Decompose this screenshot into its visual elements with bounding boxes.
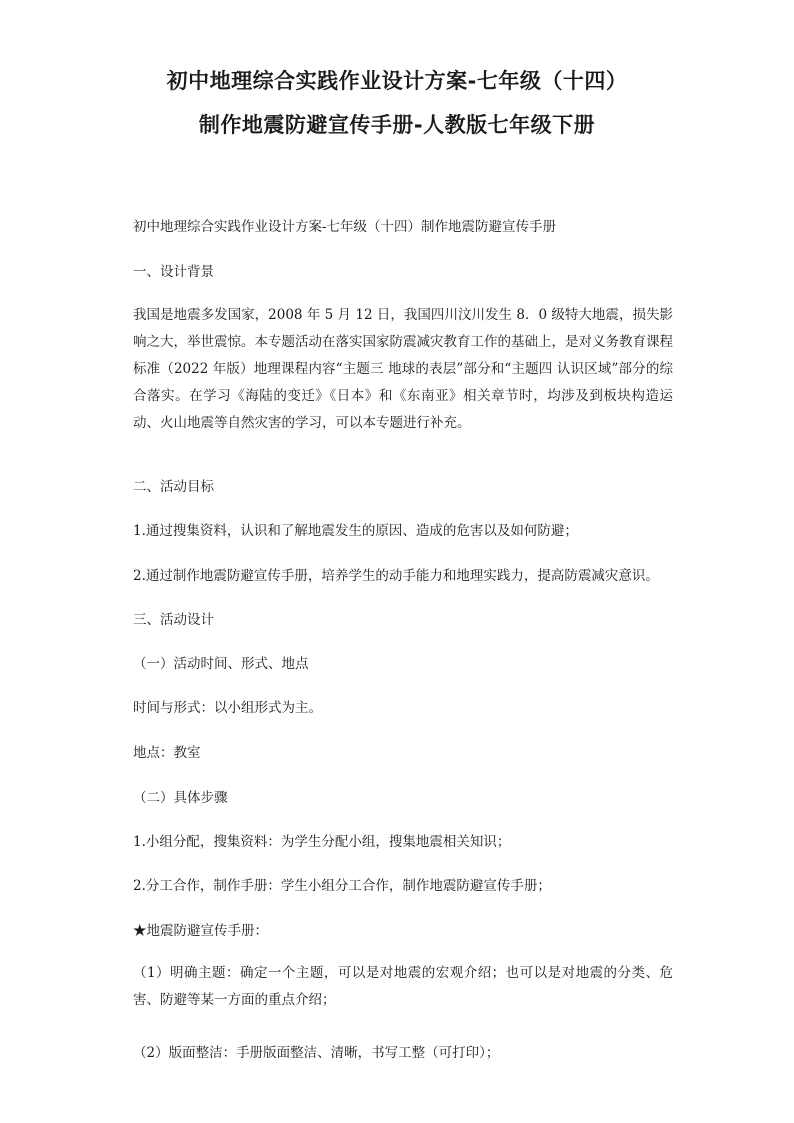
time-and-form-text: 时间与形式：以小组形式为主。 (133, 700, 322, 716)
section-heading-goals: 二、活动目标 (133, 479, 214, 495)
document-title-line-2: 制作地震防避宣传手册-人教版七年级下册 (198, 113, 596, 137)
step-item-1: 1.小组分配，搜集资料：为学生分配小组，搜集地震相关知识； (133, 834, 511, 850)
section-heading-design: 三、活动设计 (133, 612, 214, 628)
document-subtitle: 初中地理综合实践作业设计方案-七年级（十四）制作地震防避宣传手册 (133, 219, 557, 235)
background-paragraph: 我国是地震多发国家，2008 年 5 月 12 日，我国四川汶川发生 8．0 级特大地震，损失影响之大，举世震惊。本专题活动在落实国家防震减灾教育工作的基础上，是对义务教育课程标准（2022 年版）地理课程内容“主题三 地球的表层”部分和“主题四 认识区域”部分的综合落实。在学习《海陆的变迁》《日本》和《东南亚》相关章节时，均涉及到板块构造运动、火山地震等自然灾害的学习，可以本专题进行补充。 (133, 307, 673, 431)
section-heading-background: 一、设计背景 (133, 264, 214, 280)
goal-item-1: 1.通过搜集资料，认识和了解地震发生的原因、造成的危害以及如何防避； (133, 523, 578, 539)
manual-heading: ★地震防避宣传手册： (133, 923, 268, 939)
subsection-heading-steps: （二）具体步骤 (133, 790, 228, 806)
manual-requirement-2: （2）版面整洁：手册版面整洁、清晰，书写工整（可打印）； (133, 1045, 500, 1061)
location-text: 地点：教室 (133, 745, 201, 761)
goal-item-2: 2.通过制作地震防避宣传手册，培养学生的动手能力和地理实践力，提高防震减灾意识。 (133, 568, 659, 584)
manual-requirement-1: （1）明确主题：确定一个主题，可以是对地震的宏观介绍；也可以是对地震的分类、危害、防避等某一方面的重点介绍； (133, 965, 673, 1008)
subsection-heading-time-place: （一）活动时间、形式、地点 (133, 656, 309, 672)
document-title-line-1: 初中地理综合实践作业设计方案-七年级（十四） (166, 69, 628, 93)
step-item-2: 2.分工合作，制作手册：学生小组分工合作，制作地震防避宣传手册； (133, 878, 551, 894)
